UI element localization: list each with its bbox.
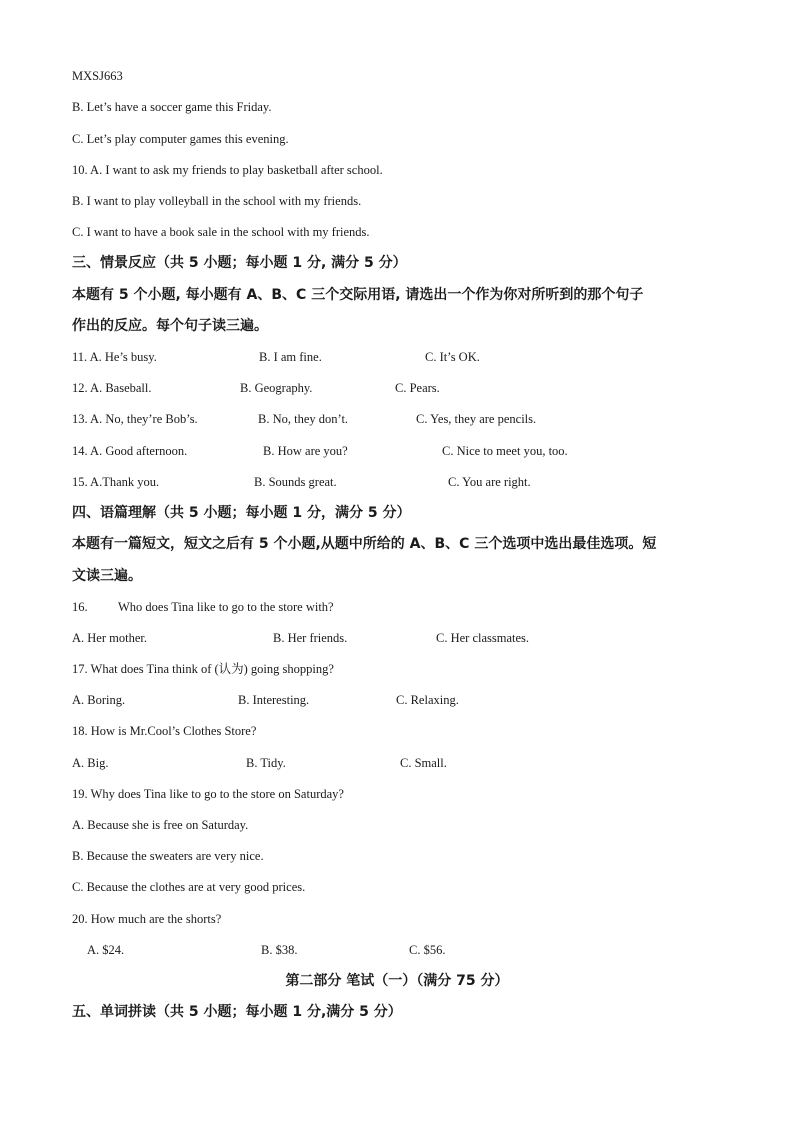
- q12-option-a: 12. A. Baseball.: [72, 381, 152, 395]
- q18-option-a: A. Big.: [72, 756, 109, 770]
- q20-option-c: C. $56.: [409, 943, 446, 957]
- q9-option-b: B. Let’s have a soccer game this Friday.: [72, 100, 272, 114]
- q10-option-b: B. I want to play volleyball in the school with my friends.: [72, 194, 362, 208]
- q19-option-b: B. Because the sweaters are very nice.: [72, 849, 264, 863]
- q19-option-c: C. Because the clothes are at very good prices.: [72, 880, 306, 894]
- q17-option-c: C. Relaxing.: [396, 693, 459, 707]
- q13-option-a: 13. A. No, they’re Bob’s.: [72, 412, 198, 426]
- q10-option-a: 10. A. I want to ask my friends to play basketball after school.: [72, 163, 383, 177]
- q12-option-c: C. Pears.: [395, 381, 440, 395]
- section5-title: 五、单词拼读（共 5 小题；每小题 1 分,满分 5 分）: [72, 1004, 402, 1020]
- q15-option-a: 15. A.Thank you.: [72, 475, 160, 489]
- section4-title: 四、语篇理解（共 5 小题；每小题 1 分，满分 5 分）: [72, 505, 411, 521]
- q15-option-c: C. You are right.: [448, 475, 531, 489]
- q18-option-c: C. Small.: [400, 756, 447, 770]
- q17-question: 17. What does Tina think of (认为) going shopping?: [72, 662, 334, 676]
- q11-option-c: C. It’s OK.: [425, 350, 480, 364]
- section3-title: 三、情景反应（共 5 小题；每小题 1 分, 满分 5 分）: [72, 255, 407, 271]
- q20-option-a: A. $24.: [87, 943, 125, 957]
- q13-option-b: B. No, they don’t.: [258, 412, 349, 426]
- q19-question: 19. Why does Tina like to go to the store on Saturday?: [72, 787, 344, 801]
- q17-option-a: A. Boring.: [72, 693, 126, 707]
- q15-option-b: B. Sounds great.: [254, 475, 337, 489]
- q9-option-c: C. Let’s play computer games this evening.: [72, 132, 289, 146]
- part2-title: 第二部分 笔试（一）（满分 75 分）: [285, 973, 509, 989]
- section4-instructions-line1: 本题有一篇短文，短文之后有 5 个小题,从题中所给的 A、B、C 三个选项中选出最佳选项。短: [72, 536, 657, 552]
- q18-question: 18. How is Mr.Cool’s Clothes Store?: [72, 724, 257, 738]
- header-code: MXSJ663: [72, 69, 123, 83]
- q14-option-a: 14. A. Good afternoon.: [72, 444, 188, 458]
- q11-option-a: 11. A. He’s busy.: [72, 350, 157, 364]
- section3-instructions-line2: 作出的反应。每个句子读三遍。: [72, 318, 268, 334]
- q14-option-b: B. How are you?: [263, 444, 348, 458]
- q14-option-c: C. Nice to meet you, too.: [442, 444, 568, 458]
- section4-instructions-line2: 文读三遍。: [72, 568, 142, 584]
- q20-question: 20. How much are the shorts?: [72, 912, 222, 926]
- q16-number: 16.: [72, 600, 88, 614]
- q16-question: Who does Tina like to go to the store with?: [118, 600, 334, 614]
- q16-option-b: B. Her friends.: [273, 631, 348, 645]
- q16-option-c: C. Her classmates.: [436, 631, 530, 645]
- q18-option-b: B. Tidy.: [246, 756, 286, 770]
- q20-option-b: B. $38.: [261, 943, 298, 957]
- q10-option-c: C. I want to have a book sale in the school with my friends.: [72, 225, 370, 239]
- q17-option-b: B. Interesting.: [238, 693, 310, 707]
- q19-option-a: A. Because she is free on Saturday.: [72, 818, 249, 832]
- q11-option-b: B. I am fine.: [259, 350, 322, 364]
- q16-option-a: A. Her mother.: [72, 631, 147, 645]
- q13-option-c: C. Yes, they are pencils.: [416, 412, 537, 426]
- q12-option-b: B. Geography.: [240, 381, 313, 395]
- section3-instructions-line1: 本题有 5 个小题, 每小题有 A、B、C 三个交际用语, 请选出一个作为你对所听到的那个句子: [72, 287, 644, 303]
